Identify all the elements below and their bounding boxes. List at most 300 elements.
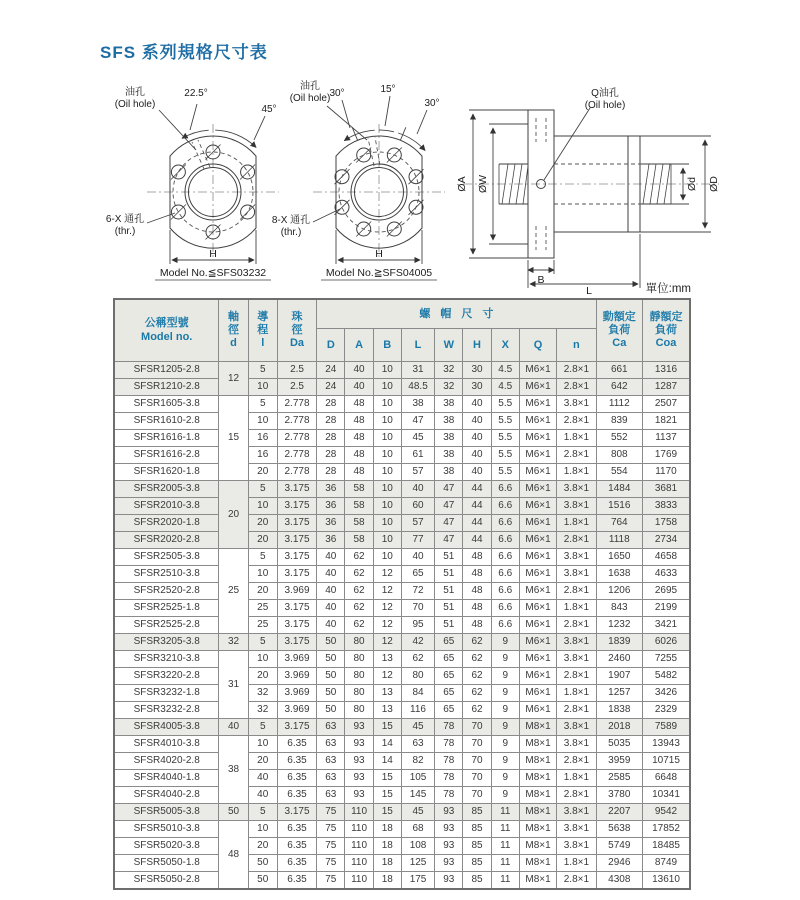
cell-ball-dia: 6.35 xyxy=(277,872,316,890)
cell-L: 84 xyxy=(401,685,434,702)
cell-L: 65 xyxy=(401,566,434,583)
cell-lead: 5 xyxy=(248,481,277,498)
cell-Coa: 17852 xyxy=(642,821,690,838)
cell-A: 80 xyxy=(345,685,373,702)
cell-ball-dia: 2.778 xyxy=(277,464,316,481)
cell-model: SFSR1616-2.8 xyxy=(114,447,219,464)
cell-B: 12 xyxy=(373,617,401,634)
cell-X: 6.6 xyxy=(491,498,519,515)
cell-W: 51 xyxy=(435,617,463,634)
cell-Coa: 1316 xyxy=(642,362,690,379)
cell-D: 28 xyxy=(317,430,345,447)
cell-n: 3.8×1 xyxy=(557,651,596,668)
cell-lead: 50 xyxy=(248,872,277,890)
table-row xyxy=(114,583,690,600)
cell-D: 28 xyxy=(317,413,345,430)
cell-Coa: 10341 xyxy=(642,787,690,804)
cell-Coa: 6648 xyxy=(642,770,690,787)
cell-A: 110 xyxy=(345,838,373,855)
cell-n: 3.8×1 xyxy=(557,481,596,498)
cell-D: 50 xyxy=(317,685,345,702)
cell-H: 85 xyxy=(463,872,491,890)
cell-A: 48 xyxy=(345,396,373,413)
cell-ball-dia: 3.175 xyxy=(277,566,316,583)
cell-lead: 25 xyxy=(248,617,277,634)
cell-lead: 20 xyxy=(248,515,277,532)
cell-L: 57 xyxy=(401,464,434,481)
cell-model: SFSR5050-2.8 xyxy=(114,872,219,890)
cell-W: 93 xyxy=(435,821,463,838)
table-row xyxy=(114,549,690,566)
cell-L: 57 xyxy=(401,515,434,532)
cell-A: 48 xyxy=(345,430,373,447)
cell-Ca: 552 xyxy=(596,430,642,447)
cell-n: 3.8×1 xyxy=(557,634,596,651)
cell-ball-dia: 3.175 xyxy=(277,719,316,736)
cell-Coa: 13943 xyxy=(642,736,690,753)
cell-H: 85 xyxy=(463,821,491,838)
cell-Coa: 7589 xyxy=(642,719,690,736)
cell-ball-dia: 2.5 xyxy=(277,362,316,379)
cell-shaft-dia: 12 xyxy=(219,362,248,396)
cell-model: SFSR4040-1.8 xyxy=(114,770,219,787)
cell-shaft-dia: 32 xyxy=(219,634,248,651)
cell-model: SFSR4040-2.8 xyxy=(114,787,219,804)
cell-H: 70 xyxy=(463,753,491,770)
cell-Ca: 3780 xyxy=(596,787,642,804)
cell-A: 62 xyxy=(345,583,373,600)
cell-H: 48 xyxy=(463,549,491,566)
table-row xyxy=(114,464,690,481)
cell-A: 62 xyxy=(345,566,373,583)
cell-Coa: 2507 xyxy=(642,396,690,413)
table-row xyxy=(114,668,690,685)
cell-B: 10 xyxy=(373,532,401,549)
cell-X: 9 xyxy=(491,651,519,668)
cell-L: 63 xyxy=(401,736,434,753)
cell-lead: 20 xyxy=(248,464,277,481)
oil-hole-label-en: (Oil hole) xyxy=(289,93,331,104)
oil-hole-label-en: (Oil hole) xyxy=(114,99,156,110)
cell-H: 70 xyxy=(463,719,491,736)
cell-H: 62 xyxy=(463,651,491,668)
cell-model: SFSR1610-2.8 xyxy=(114,413,219,430)
table-row xyxy=(114,362,690,379)
cell-A: 40 xyxy=(345,362,373,379)
cell-lead: 10 xyxy=(248,566,277,583)
cell-Ca: 554 xyxy=(596,464,642,481)
cell-ball-dia: 3.175 xyxy=(277,804,316,821)
cell-ball-dia: 3.175 xyxy=(277,617,316,634)
cell-Q: M6×1 xyxy=(519,515,556,532)
cell-W: 38 xyxy=(435,413,463,430)
cell-A: 93 xyxy=(345,719,373,736)
cell-lead: 20 xyxy=(248,532,277,549)
cell-H: 70 xyxy=(463,770,491,787)
cell-model: SFSR1605-3.8 xyxy=(114,396,219,413)
cell-D: 40 xyxy=(317,617,345,634)
cell-lead: 5 xyxy=(248,804,277,821)
cell-shaft-dia: 48 xyxy=(219,821,248,890)
cell-H: 40 xyxy=(463,464,491,481)
cell-D: 28 xyxy=(317,464,345,481)
cell-L: 77 xyxy=(401,532,434,549)
cell-model: SFSR3232-2.8 xyxy=(114,702,219,719)
cell-W: 93 xyxy=(435,872,463,890)
cell-n: 1.8×1 xyxy=(557,430,596,447)
cell-n: 3.8×1 xyxy=(557,838,596,855)
cell-ball-dia: 2.778 xyxy=(277,447,316,464)
cell-X: 5.5 xyxy=(491,464,519,481)
cell-lead: 20 xyxy=(248,838,277,855)
cell-X: 6.6 xyxy=(491,583,519,600)
table-row xyxy=(114,566,690,583)
cell-ball-dia: 3.175 xyxy=(277,481,316,498)
cell-B: 10 xyxy=(373,430,401,447)
cell-W: 93 xyxy=(435,804,463,821)
cell-L: 95 xyxy=(401,617,434,634)
cell-X: 11 xyxy=(491,838,519,855)
page-title: SFS 系列規格尺寸表 xyxy=(100,43,268,62)
cell-n: 3.8×1 xyxy=(557,549,596,566)
cell-model: SFSR5050-1.8 xyxy=(114,855,219,872)
cell-B: 10 xyxy=(373,498,401,515)
col-header-model: 公稱型號 Model no. xyxy=(114,299,219,362)
cell-D: 28 xyxy=(317,396,345,413)
cell-D: 40 xyxy=(317,566,345,583)
cell-W: 38 xyxy=(435,396,463,413)
cell-Q: M6×1 xyxy=(519,617,556,634)
cell-Q: M6×1 xyxy=(519,430,556,447)
cell-Q: M6×1 xyxy=(519,651,556,668)
cell-L: 40 xyxy=(401,549,434,566)
cell-n: 2.8×1 xyxy=(557,413,596,430)
cell-ball-dia: 3.175 xyxy=(277,600,316,617)
cell-n: 1.8×1 xyxy=(557,770,596,787)
cell-lead: 5 xyxy=(248,396,277,413)
cell-D: 75 xyxy=(317,872,345,890)
table-row xyxy=(114,413,690,430)
cell-D: 75 xyxy=(317,855,345,872)
cell-B: 15 xyxy=(373,770,401,787)
cell-shaft-dia: 25 xyxy=(219,549,248,634)
dim-W-label: ØW xyxy=(477,174,489,194)
cell-D: 36 xyxy=(317,481,345,498)
angle-label: 30° xyxy=(329,88,345,99)
cell-X: 9 xyxy=(491,719,519,736)
cell-A: 93 xyxy=(345,736,373,753)
cell-X: 4.5 xyxy=(491,362,519,379)
cell-model: SFSR3210-3.8 xyxy=(114,651,219,668)
cell-ball-dia: 3.175 xyxy=(277,532,316,549)
cell-B: 15 xyxy=(373,804,401,821)
table-row xyxy=(114,600,690,617)
cell-L: 45 xyxy=(401,719,434,736)
cell-B: 10 xyxy=(373,447,401,464)
cell-lead: 25 xyxy=(248,600,277,617)
cell-n: 3.8×1 xyxy=(557,804,596,821)
cell-X: 11 xyxy=(491,872,519,890)
cell-lead: 10 xyxy=(248,379,277,396)
cell-A: 80 xyxy=(345,668,373,685)
cell-D: 75 xyxy=(317,821,345,838)
cell-H: 44 xyxy=(463,532,491,549)
cell-W: 51 xyxy=(435,549,463,566)
cell-Q: M6×1 xyxy=(519,379,556,396)
cell-A: 62 xyxy=(345,600,373,617)
cell-H: 70 xyxy=(463,787,491,804)
cell-L: 40 xyxy=(401,481,434,498)
table-row xyxy=(114,447,690,464)
cell-D: 63 xyxy=(317,719,345,736)
h-dim-label: H xyxy=(375,248,383,260)
cell-lead: 32 xyxy=(248,685,277,702)
cell-ball-dia: 2.778 xyxy=(277,430,316,447)
cell-Coa: 1170 xyxy=(642,464,690,481)
cell-n: 1.8×1 xyxy=(557,685,596,702)
cell-model: SFSR5010-3.8 xyxy=(114,821,219,838)
cell-n: 2.8×1 xyxy=(557,753,596,770)
col-header-D: D xyxy=(317,329,345,362)
cell-model: SFSR2020-1.8 xyxy=(114,515,219,532)
col-header-n: n xyxy=(557,329,596,362)
cell-D: 28 xyxy=(317,447,345,464)
dim-D-label: ØD xyxy=(708,176,720,192)
spec-table-body xyxy=(114,362,690,890)
cell-A: 58 xyxy=(345,532,373,549)
cell-model: SFSR2525-1.8 xyxy=(114,600,219,617)
col-header-dynamic-load: 動額定 負荷 Ca xyxy=(596,299,642,362)
cell-n: 1.8×1 xyxy=(557,600,596,617)
cell-H: 85 xyxy=(463,855,491,872)
col-header-W: W xyxy=(435,329,463,362)
cell-n: 1.8×1 xyxy=(557,855,596,872)
cell-A: 93 xyxy=(345,770,373,787)
cell-X: 9 xyxy=(491,685,519,702)
cell-Ca: 642 xyxy=(596,379,642,396)
cell-A: 40 xyxy=(345,379,373,396)
cell-X: 6.6 xyxy=(491,617,519,634)
cell-H: 48 xyxy=(463,600,491,617)
cell-D: 75 xyxy=(317,804,345,821)
cell-X: 11 xyxy=(491,821,519,838)
cell-lead: 5 xyxy=(248,362,277,379)
cell-W: 51 xyxy=(435,600,463,617)
cell-Coa: 3681 xyxy=(642,481,690,498)
cell-L: 105 xyxy=(401,770,434,787)
cell-W: 93 xyxy=(435,855,463,872)
cell-lead: 5 xyxy=(248,719,277,736)
cell-X: 6.6 xyxy=(491,549,519,566)
cell-Coa: 8749 xyxy=(642,855,690,872)
cell-Coa: 2695 xyxy=(642,583,690,600)
cell-Ca: 661 xyxy=(596,362,642,379)
cell-Ca: 5749 xyxy=(596,838,642,855)
cell-D: 50 xyxy=(317,651,345,668)
cell-Q: M6×1 xyxy=(519,566,556,583)
cell-H: 62 xyxy=(463,634,491,651)
cell-B: 18 xyxy=(373,872,401,890)
cell-Q: M6×1 xyxy=(519,634,556,651)
cell-H: 48 xyxy=(463,566,491,583)
cell-model: SFSR2525-2.8 xyxy=(114,617,219,634)
cell-Ca: 2018 xyxy=(596,719,642,736)
cell-L: 48.5 xyxy=(401,379,434,396)
col-header-nut-dims: 螺帽尺寸 xyxy=(317,299,596,329)
cell-Q: M6×1 xyxy=(519,413,556,430)
cell-n: 3.8×1 xyxy=(557,736,596,753)
cell-Ca: 1112 xyxy=(596,396,642,413)
cell-X: 6.6 xyxy=(491,532,519,549)
cell-Q: M8×1 xyxy=(519,787,556,804)
cell-Ca: 808 xyxy=(596,447,642,464)
cell-n: 2.8×1 xyxy=(557,668,596,685)
cell-ball-dia: 6.35 xyxy=(277,838,316,855)
cell-Q: M6×1 xyxy=(519,685,556,702)
table-row xyxy=(114,634,690,651)
cell-Q: M6×1 xyxy=(519,396,556,413)
cell-X: 9 xyxy=(491,634,519,651)
cell-W: 32 xyxy=(435,362,463,379)
side-view-drawing xyxy=(456,86,720,296)
cell-n: 3.8×1 xyxy=(557,821,596,838)
col-header-Q: Q xyxy=(519,329,556,362)
cell-A: 80 xyxy=(345,634,373,651)
cell-model: SFSR2510-3.8 xyxy=(114,566,219,583)
cell-ball-dia: 3.969 xyxy=(277,685,316,702)
cell-B: 10 xyxy=(373,379,401,396)
cell-W: 32 xyxy=(435,379,463,396)
cell-A: 62 xyxy=(345,549,373,566)
cell-Q: M6×1 xyxy=(519,600,556,617)
table-row xyxy=(114,736,690,753)
cell-Ca: 2585 xyxy=(596,770,642,787)
cell-n: 3.8×1 xyxy=(557,719,596,736)
cell-shaft-dia: 50 xyxy=(219,804,248,821)
cell-lead: 10 xyxy=(248,498,277,515)
cell-L: 70 xyxy=(401,600,434,617)
cell-L: 45 xyxy=(401,430,434,447)
cell-model: SFSR3232-1.8 xyxy=(114,685,219,702)
cell-D: 50 xyxy=(317,668,345,685)
cell-W: 51 xyxy=(435,566,463,583)
cell-ball-dia: 6.35 xyxy=(277,855,316,872)
cell-model: SFSR5005-3.8 xyxy=(114,804,219,821)
col-header-ball-dia: 珠 徑 Da xyxy=(277,299,316,362)
cell-model: SFSR1210-2.8 xyxy=(114,379,219,396)
cell-Ca: 764 xyxy=(596,515,642,532)
cell-lead: 20 xyxy=(248,668,277,685)
cell-lead: 10 xyxy=(248,651,277,668)
cell-Ca: 3959 xyxy=(596,753,642,770)
cell-W: 47 xyxy=(435,498,463,515)
col-header-static-load: 靜額定 負荷 Coa xyxy=(642,299,690,362)
thru-hole-label-en: (thr.) xyxy=(114,226,136,237)
cell-L: 72 xyxy=(401,583,434,600)
cell-A: 110 xyxy=(345,804,373,821)
cell-D: 40 xyxy=(317,583,345,600)
cell-lead: 16 xyxy=(248,430,277,447)
cell-L: 68 xyxy=(401,821,434,838)
cell-H: 40 xyxy=(463,430,491,447)
table-row xyxy=(114,804,690,821)
cell-X: 11 xyxy=(491,804,519,821)
table-row xyxy=(114,872,690,890)
cell-L: 125 xyxy=(401,855,434,872)
cell-W: 78 xyxy=(435,736,463,753)
cell-B: 15 xyxy=(373,787,401,804)
table-row xyxy=(114,821,690,838)
cell-Q: M8×1 xyxy=(519,719,556,736)
cell-L: 60 xyxy=(401,498,434,515)
dim-B-label: B xyxy=(537,274,545,286)
cell-W: 65 xyxy=(435,668,463,685)
cell-H: 44 xyxy=(463,498,491,515)
cell-H: 40 xyxy=(463,396,491,413)
cell-model: SFSR2520-2.8 xyxy=(114,583,219,600)
cell-Coa: 1821 xyxy=(642,413,690,430)
cell-W: 47 xyxy=(435,481,463,498)
oil-hole-mark xyxy=(192,142,204,169)
table-row xyxy=(114,719,690,736)
cell-X: 9 xyxy=(491,702,519,719)
cell-n: 2.8×1 xyxy=(557,447,596,464)
cell-A: 110 xyxy=(345,872,373,890)
cell-L: 38 xyxy=(401,396,434,413)
cell-Q: M6×1 xyxy=(519,481,556,498)
cell-Ca: 1907 xyxy=(596,668,642,685)
cell-B: 12 xyxy=(373,634,401,651)
cell-shaft-dia: 20 xyxy=(219,481,248,549)
cell-model: SFSR2020-2.8 xyxy=(114,532,219,549)
table-row xyxy=(114,396,690,413)
cell-B: 10 xyxy=(373,464,401,481)
table-row xyxy=(114,838,690,855)
cell-W: 38 xyxy=(435,430,463,447)
cell-model: SFSR4010-3.8 xyxy=(114,736,219,753)
cell-B: 12 xyxy=(373,566,401,583)
cell-X: 5.5 xyxy=(491,396,519,413)
cell-ball-dia: 3.175 xyxy=(277,549,316,566)
cell-ball-dia: 6.35 xyxy=(277,753,316,770)
cell-Q: M6×1 xyxy=(519,532,556,549)
cell-Q: M6×1 xyxy=(519,464,556,481)
cell-A: 48 xyxy=(345,413,373,430)
cell-model: SFSR1616-1.8 xyxy=(114,430,219,447)
cell-n: 2.8×1 xyxy=(557,583,596,600)
cell-X: 11 xyxy=(491,855,519,872)
cell-H: 30 xyxy=(463,379,491,396)
cell-Coa: 1758 xyxy=(642,515,690,532)
thru-hole-label-zh: 6-X 通孔 xyxy=(105,214,145,225)
table-row xyxy=(114,753,690,770)
cell-W: 93 xyxy=(435,838,463,855)
col-header-shaft-dia: 軸 徑 d xyxy=(219,299,248,362)
cell-L: 62 xyxy=(401,651,434,668)
cell-W: 65 xyxy=(435,685,463,702)
cell-Ca: 1638 xyxy=(596,566,642,583)
cell-Q: M8×1 xyxy=(519,821,556,838)
cell-B: 10 xyxy=(373,481,401,498)
cell-shaft-dia: 40 xyxy=(219,719,248,736)
cell-A: 110 xyxy=(345,855,373,872)
cell-D: 63 xyxy=(317,736,345,753)
cell-D: 63 xyxy=(317,787,345,804)
cell-ball-dia: 3.969 xyxy=(277,651,316,668)
cell-H: 62 xyxy=(463,702,491,719)
cell-ball-dia: 2.778 xyxy=(277,413,316,430)
cell-Ca: 4308 xyxy=(596,872,642,890)
